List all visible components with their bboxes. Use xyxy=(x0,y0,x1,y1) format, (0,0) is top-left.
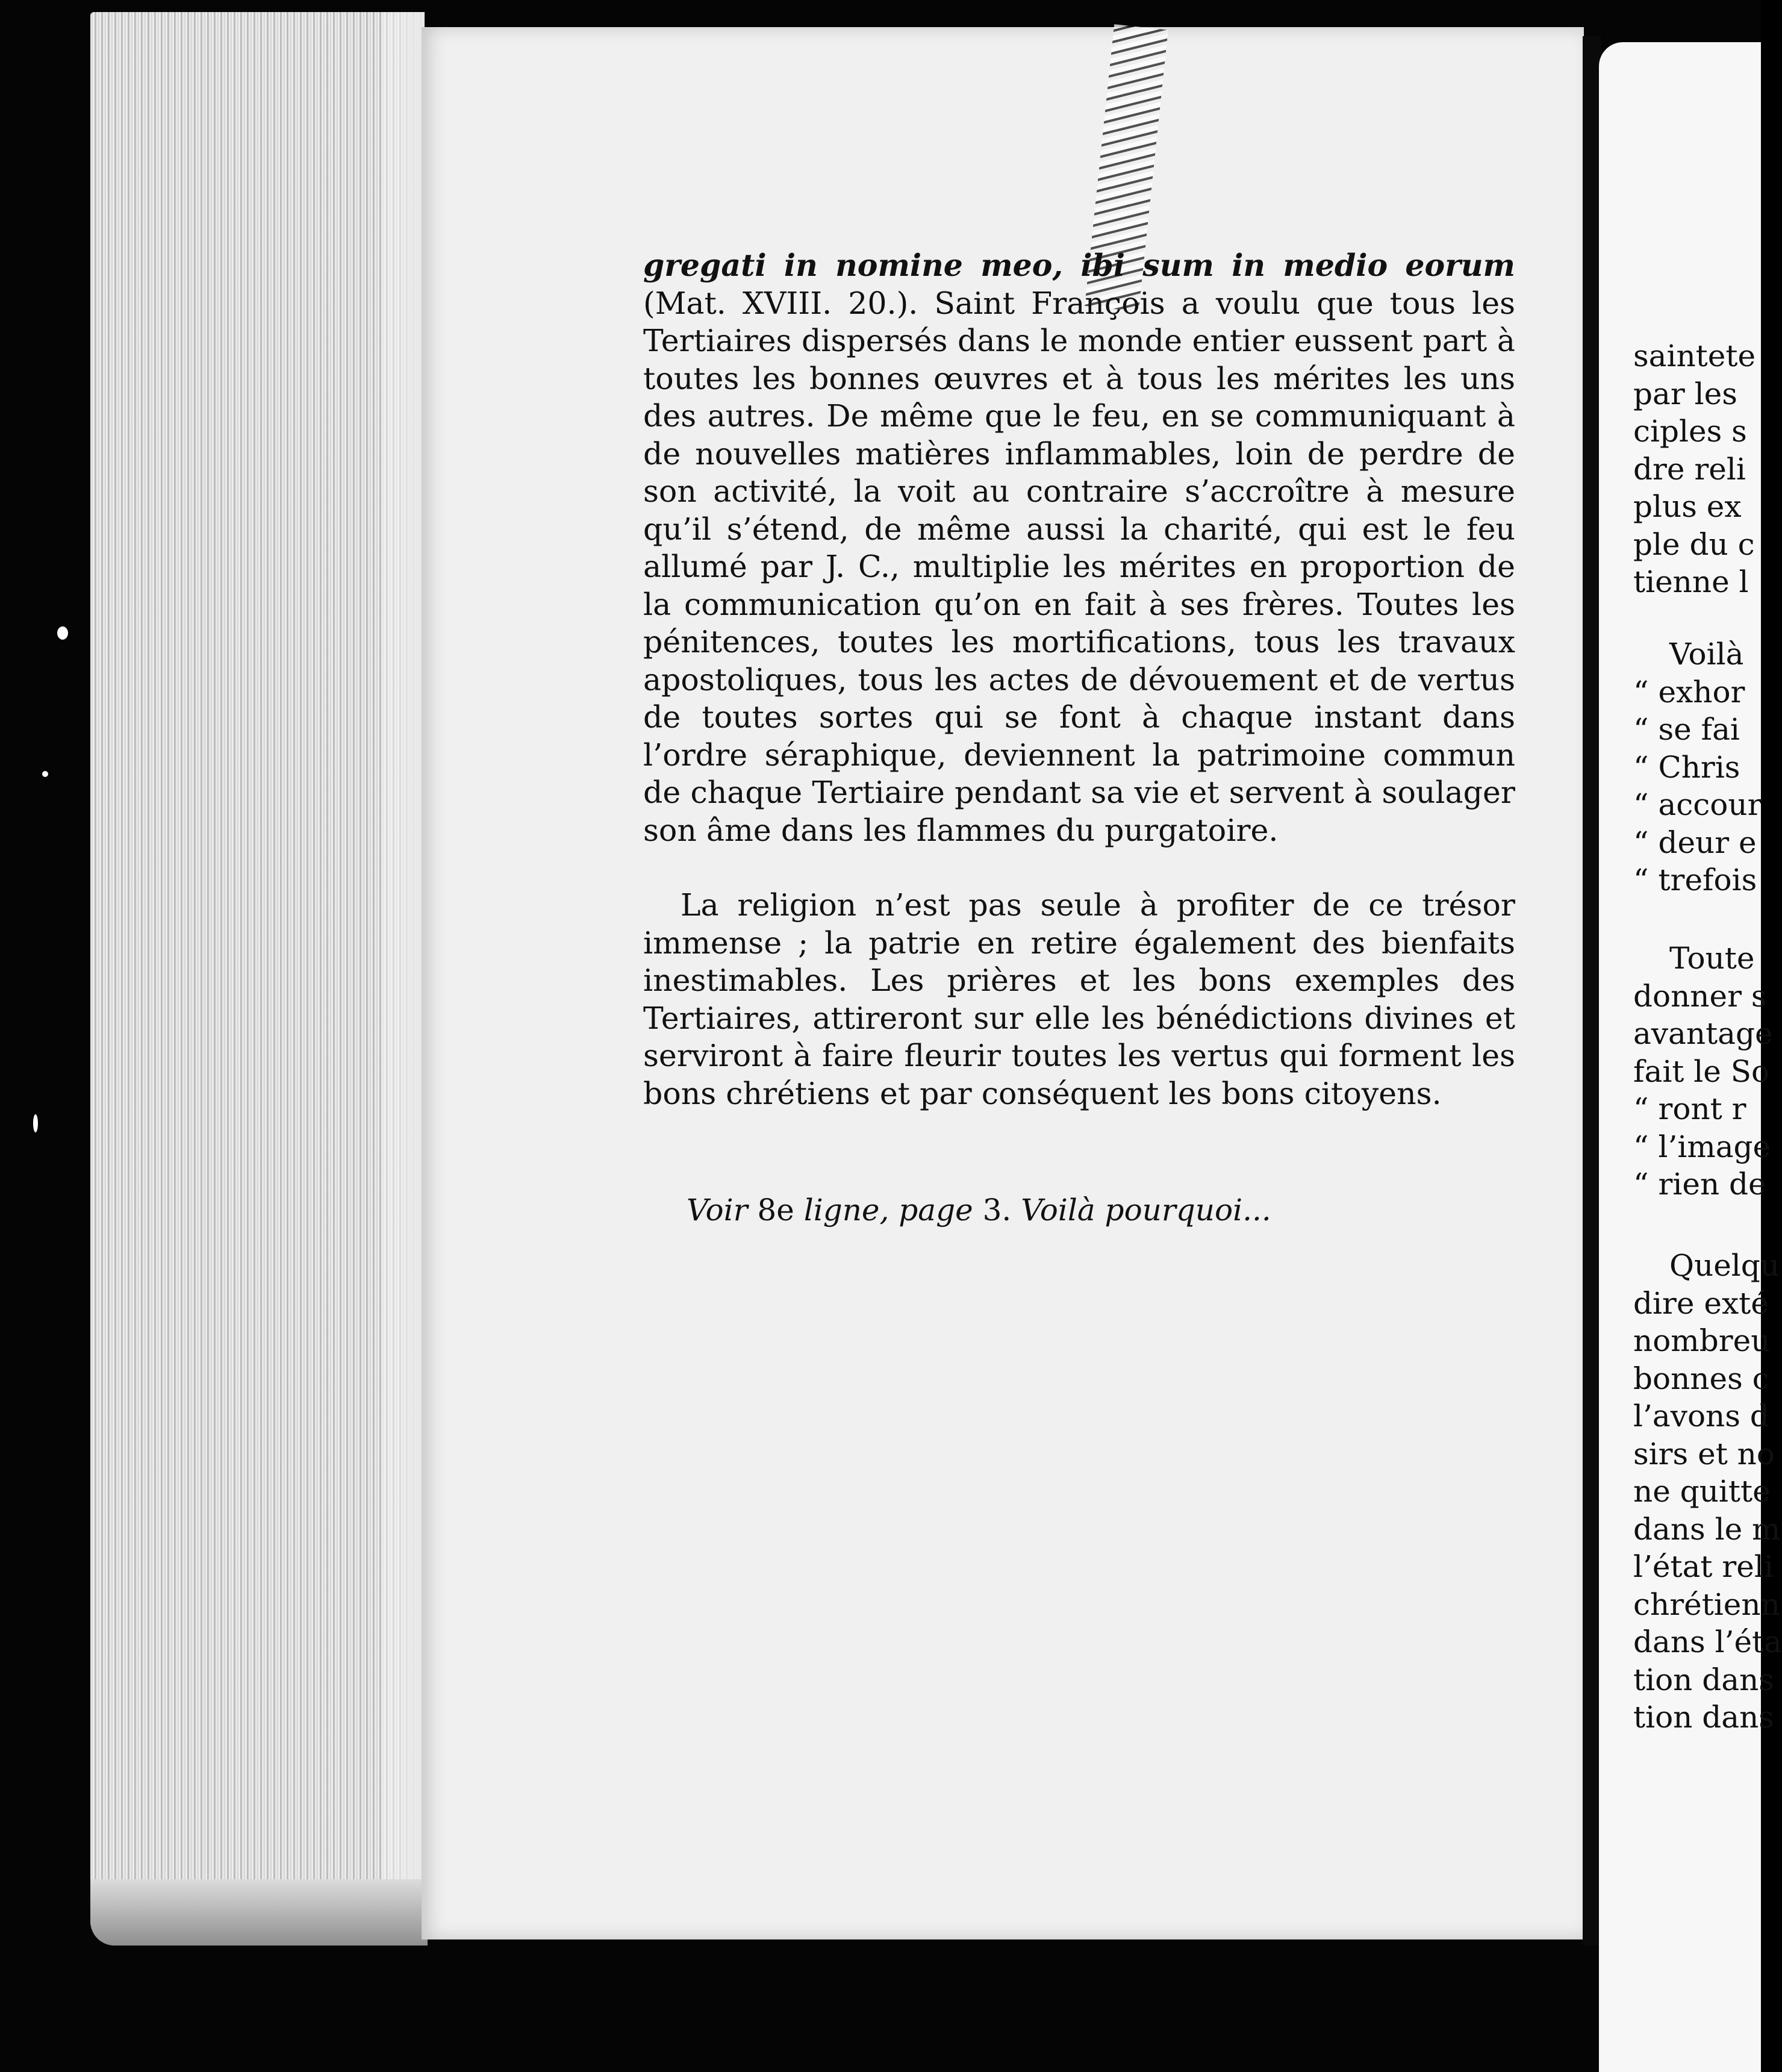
right-line: “ l’image xyxy=(1633,1129,1771,1164)
paragraph-1-body: (Mat. XVIII. 20.). Saint François a voulu que tous les Tertiaires dispersés dans le monde entier eussent part à toutes les bonnes œuvres et à tous les mérites les uns des autres. De même que le feu, en se communiquant à de nouvelles matières inflammables, loin de perdre de son activité, la voit au contraire s’accroître à mesure qu’il s’étend, de même aussi la charité, qui est le feu allumé par J. C., multiplie les mérites en proportion de la communication qu’on en fait à ses frères. Toutes les pénitences, toutes les mortifications, tous les travaux apostoliques, tous les actes de dévouement et de vertus de toutes sortes qui se font à chaque instant dans l’ordre séraphique, deviennent la patrimoine commun de chaque Tertiaire pendant sa vie et servent à soulager son âme dans les flammes du purgatoire. xyxy=(643,285,1515,848)
right-line: fait le So xyxy=(1633,1053,1770,1089)
ref-italic-3: Voilà pourquoi... xyxy=(1021,1193,1271,1228)
ref-plain-2: 3. xyxy=(982,1193,1012,1228)
ref-plain-1: 8e xyxy=(757,1193,794,1228)
right-line: dans le m xyxy=(1633,1511,1781,1547)
paragraph-2: La religion n’est pas seule à profiter de ce trésor immense ; la patrie en retire également des bienfaits inestimables. Les prières et les bons exemples des Tertiaires, attireront sur elle les bénédictions divines et serviront à faire fleurir toutes les vertus qui forment les bons chrétiens et par conséquent les bons citoyens. xyxy=(643,887,1515,1111)
scan-speck xyxy=(57,626,68,640)
right-line: ple du c xyxy=(1633,526,1755,562)
right-line: dire exté xyxy=(1633,1285,1769,1321)
reference-note xyxy=(687,1193,1271,1228)
right-line: plus ex xyxy=(1633,489,1742,524)
right-line: “ trefois xyxy=(1633,863,1757,897)
paragraph-1 xyxy=(643,247,1515,849)
right-line: Voilà xyxy=(1669,637,1744,672)
right-line: avantage xyxy=(1633,1016,1773,1051)
right-line: donner s xyxy=(1633,978,1767,1014)
book-edge-base xyxy=(90,1879,428,1946)
right-line: “ rien de xyxy=(1633,1167,1766,1202)
right-line: dans l’éta xyxy=(1633,1624,1782,1659)
right-line: chrétienn xyxy=(1633,1587,1780,1622)
right-line: l’état reli xyxy=(1633,1549,1774,1584)
right-line: “ accour xyxy=(1633,787,1762,822)
right-line: “ ront r xyxy=(1633,1091,1746,1126)
right-line: nombreu xyxy=(1633,1323,1771,1358)
ref-italic-1: Voir xyxy=(687,1193,748,1228)
right-line: tion dans xyxy=(1633,1662,1774,1697)
right-line: tion dans xyxy=(1633,1700,1774,1735)
right-line: par les xyxy=(1633,376,1737,411)
right-block-1 xyxy=(1633,337,1778,601)
right-line: l’avons d xyxy=(1633,1399,1769,1434)
right-line: “ Chris xyxy=(1633,749,1740,785)
book-gutter xyxy=(1583,36,1601,1946)
right-line: “ deur e xyxy=(1633,825,1757,860)
right-line: Quelqu xyxy=(1669,1248,1780,1283)
right-block-3 xyxy=(1633,940,1778,1203)
right-line: dre reli xyxy=(1633,451,1746,487)
scan-speck xyxy=(33,1114,38,1132)
right-line: saintete xyxy=(1633,339,1756,373)
right-line: ne quitte xyxy=(1633,1474,1771,1509)
book-page-edges xyxy=(90,12,425,1939)
right-block-2 xyxy=(1633,635,1778,899)
scan-speck xyxy=(42,771,48,777)
right-line: sirs et no xyxy=(1633,1436,1775,1471)
right-line: tienne l xyxy=(1633,564,1749,599)
left-page-text xyxy=(643,247,1515,1112)
right-line: bonnes c xyxy=(1633,1361,1769,1396)
right-line: ciples s xyxy=(1633,414,1747,449)
ref-italic-2: ligne, page xyxy=(803,1193,973,1228)
right-line: “ se fai xyxy=(1633,712,1740,747)
right-line: “ exhor xyxy=(1633,674,1745,710)
right-block-4 xyxy=(1633,1247,1782,1737)
latin-quote: gregati in nomine meo, ibi sum in medio eorum xyxy=(643,248,1515,283)
right-line: Toute xyxy=(1669,941,1755,976)
